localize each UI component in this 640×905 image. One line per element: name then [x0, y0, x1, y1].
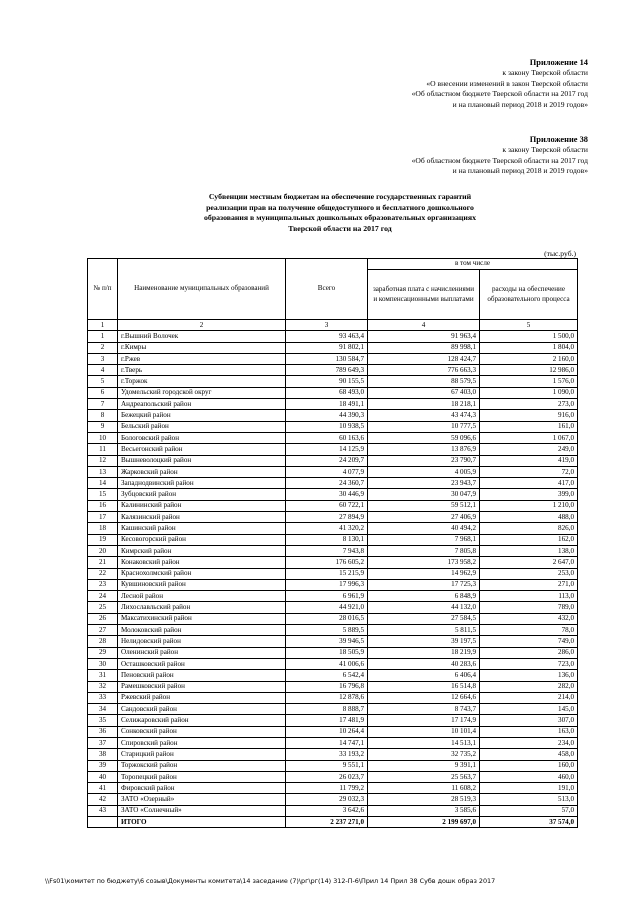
municipality-name: Молоковский район — [118, 625, 286, 636]
table-row — [88, 444, 578, 455]
total-amount: 60 722,1 — [286, 500, 368, 511]
row-number: 36 — [88, 726, 118, 737]
table-row — [88, 658, 578, 669]
total-amount: 24 360,7 — [286, 478, 368, 489]
salary-amount: 28 519,3 — [368, 794, 480, 805]
document-title-line: реализации прав на получение общедоступного и бесплатного дошкольного — [206, 202, 474, 212]
expenses-amount: 191,0 — [480, 783, 578, 794]
salary-amount: 39 197,5 — [368, 636, 480, 647]
total-amount: 6 542,4 — [286, 670, 368, 681]
table-row — [88, 523, 578, 534]
expenses-amount: 1 090,0 — [480, 387, 578, 398]
total-amount: 28 016,5 — [286, 613, 368, 624]
row-number: 15 — [88, 489, 118, 500]
subventions-table — [87, 258, 578, 828]
expenses-amount: 419,0 — [480, 455, 578, 466]
row-number: 3 — [88, 353, 118, 364]
municipality-name: Бежецкий район — [118, 410, 286, 421]
total-amount: 41 320,2 — [286, 523, 368, 534]
table-row — [88, 794, 578, 805]
salary-amount: 43 474,3 — [368, 410, 480, 421]
salary-amount: 17 174,9 — [368, 715, 480, 726]
row-number: 43 — [88, 805, 118, 816]
expenses-amount: 78,0 — [480, 625, 578, 636]
row-number: 32 — [88, 681, 118, 692]
expenses-amount: 826,0 — [480, 523, 578, 534]
appendix-38-header — [412, 135, 588, 177]
expenses-amount: 145,0 — [480, 704, 578, 715]
table-row — [88, 647, 578, 658]
table-row — [88, 783, 578, 794]
expenses-amount: 2 160,0 — [480, 353, 578, 364]
salary-amount: 6 848,9 — [368, 591, 480, 602]
salary-amount: 14 513,1 — [368, 737, 480, 748]
table-row — [88, 534, 578, 545]
row-number: 12 — [88, 455, 118, 466]
expenses-amount: 271,0 — [480, 579, 578, 590]
row-number: 6 — [88, 387, 118, 398]
salary-amount: 18 219,9 — [368, 647, 480, 658]
row-number: 11 — [88, 444, 118, 455]
municipality-name: Максатихинский район — [118, 613, 286, 624]
total-amount: 789 649,3 — [286, 365, 368, 376]
row-number: 42 — [88, 794, 118, 805]
table-row — [88, 365, 578, 376]
table-row — [88, 737, 578, 748]
table-row — [88, 387, 578, 398]
municipality-name: Кимрский район — [118, 545, 286, 556]
column-number: 4 — [368, 320, 480, 331]
header-total: Всего — [286, 259, 368, 320]
row-number: 21 — [88, 557, 118, 568]
column-number: 2 — [118, 320, 286, 331]
table-row — [88, 670, 578, 681]
municipality-name: Бологовский район — [118, 432, 286, 443]
row-number: 29 — [88, 647, 118, 658]
salary-amount: 9 391,1 — [368, 760, 480, 771]
municipality-name: Фировский район — [118, 783, 286, 794]
appendix-14-header — [412, 58, 588, 110]
expenses-amount: 286,0 — [480, 647, 578, 658]
file-path-footer: \\Fs01\комитет по бюджету\6 созыв\Документы комитета\14 заседание (7)\рг\рг(14) 312-П-6\Прил 14 Прил 38 Субв дошк образ 2017 — [45, 877, 496, 885]
total-amount: 6 961,9 — [286, 591, 368, 602]
table-row — [88, 568, 578, 579]
municipality-name: Сандовский район — [118, 704, 286, 715]
table-row — [88, 512, 578, 523]
municipality-name: Нелидовский район — [118, 636, 286, 647]
row-number: 14 — [88, 478, 118, 489]
salary-amount: 7 805,8 — [368, 545, 480, 556]
expenses-amount: 749,0 — [480, 636, 578, 647]
municipality-name: Торжокский район — [118, 760, 286, 771]
salary-amount: 59 096,6 — [368, 432, 480, 443]
salary-amount: 32 735,2 — [368, 749, 480, 760]
total-amount: 5 889,5 — [286, 625, 368, 636]
municipality-name: г.Ржев — [118, 353, 286, 364]
salary-amount: 14 962,9 — [368, 568, 480, 579]
table-row — [88, 625, 578, 636]
expenses-total: 37 574,0 — [480, 817, 578, 828]
total-amount: 27 894,9 — [286, 512, 368, 523]
total-row-number — [88, 817, 118, 828]
row-number: 23 — [88, 579, 118, 590]
row-number: 41 — [88, 783, 118, 794]
salary-amount: 3 585,6 — [368, 805, 480, 816]
row-number: 31 — [88, 670, 118, 681]
total-amount: 15 215,9 — [286, 568, 368, 579]
expenses-amount: 1 067,0 — [480, 432, 578, 443]
municipality-name: г.Торжок — [118, 376, 286, 387]
total-amount: 24 209,7 — [286, 455, 368, 466]
expenses-amount: 163,0 — [480, 726, 578, 737]
municipality-name: ЗАТО «Солнечный» — [118, 805, 286, 816]
header-salary: заработная плата с начислениями и компенсационными выплатами — [368, 270, 480, 320]
row-number: 37 — [88, 737, 118, 748]
total-row — [88, 817, 578, 828]
table-row — [88, 692, 578, 703]
expenses-amount: 789,0 — [480, 602, 578, 613]
salary-amount: 17 725,3 — [368, 579, 480, 590]
total-amount: 12 878,6 — [286, 692, 368, 703]
total-amount: 68 493,0 — [286, 387, 368, 398]
table-row — [88, 331, 578, 342]
total-label: ИТОГО — [118, 817, 286, 828]
total-amount: 90 155,5 — [286, 376, 368, 387]
expenses-amount: 458,0 — [480, 749, 578, 760]
total-amount: 30 446,9 — [286, 489, 368, 500]
appendix-14-line: «О внесении изменений в закон Тверской области — [426, 78, 588, 88]
total-amount: 26 023,7 — [286, 771, 368, 782]
municipality-name: Конаковский район — [118, 557, 286, 568]
total-amount: 8 130,1 — [286, 534, 368, 545]
column-number: 3 — [286, 320, 368, 331]
total-amount: 44 921,0 — [286, 602, 368, 613]
municipality-name: Пеновский район — [118, 670, 286, 681]
municipality-name: г.Вышний Волочек — [118, 331, 286, 342]
salary-amount: 11 608,2 — [368, 783, 480, 794]
expenses-amount: 138,0 — [480, 545, 578, 556]
table-row — [88, 602, 578, 613]
table-row — [88, 681, 578, 692]
salary-amount: 5 811,5 — [368, 625, 480, 636]
row-number: 34 — [88, 704, 118, 715]
municipality-name: Вышневолоцкий район — [118, 455, 286, 466]
row-number: 17 — [88, 512, 118, 523]
row-number: 9 — [88, 421, 118, 432]
row-number: 24 — [88, 591, 118, 602]
municipality-name: г.Кимры — [118, 342, 286, 353]
municipality-name: Кесовогорский район — [118, 534, 286, 545]
row-number: 28 — [88, 636, 118, 647]
header-including: в том числе — [368, 259, 578, 270]
total-amount: 29 032,3 — [286, 794, 368, 805]
salary-amount: 25 563,7 — [368, 771, 480, 782]
row-number: 16 — [88, 500, 118, 511]
municipality-name: Селижаровский район — [118, 715, 286, 726]
table-row — [88, 500, 578, 511]
table-row — [88, 376, 578, 387]
expenses-amount: 1 210,0 — [480, 500, 578, 511]
table-row — [88, 636, 578, 647]
salary-amount: 40 494,2 — [368, 523, 480, 534]
table-row — [88, 591, 578, 602]
total-amount: 8 888,7 — [286, 704, 368, 715]
total-amount: 18 505,9 — [286, 647, 368, 658]
column-number: 5 — [480, 320, 578, 331]
expenses-amount: 136,0 — [480, 670, 578, 681]
municipality-name: Жарковский район — [118, 466, 286, 477]
municipality-name: Весьегонский район — [118, 444, 286, 455]
row-number: 38 — [88, 749, 118, 760]
table-row — [88, 432, 578, 443]
expenses-amount: 307,0 — [480, 715, 578, 726]
table-row — [88, 557, 578, 568]
row-number: 7 — [88, 399, 118, 410]
row-number: 25 — [88, 602, 118, 613]
municipality-name: Западнодвинский район — [118, 478, 286, 489]
municipality-name: Ржевский район — [118, 692, 286, 703]
row-number: 5 — [88, 376, 118, 387]
appendix-38-line: и на плановый период 2018 и 2019 годов» — [452, 166, 588, 176]
grand-total: 2 237 271,0 — [286, 817, 368, 828]
expenses-amount: 1 576,0 — [480, 376, 578, 387]
appendix-14-line: к закону Тверской области — [502, 68, 588, 78]
municipality-name: Калязинский район — [118, 512, 286, 523]
expenses-amount: 417,0 — [480, 478, 578, 489]
total-amount: 3 642,6 — [286, 805, 368, 816]
row-number: 20 — [88, 545, 118, 556]
total-amount: 14 125,9 — [286, 444, 368, 455]
row-number: 30 — [88, 658, 118, 669]
row-number: 33 — [88, 692, 118, 703]
municipality-name: Краснохолмский район — [118, 568, 286, 579]
appendix-38-title: Приложение 38 — [529, 135, 588, 144]
salary-amount: 128 424,7 — [368, 353, 480, 364]
municipality-name: ЗАТО «Озерный» — [118, 794, 286, 805]
salary-amount: 18 218,1 — [368, 399, 480, 410]
municipality-name: Кувшиновский район — [118, 579, 286, 590]
salary-amount: 23 943,7 — [368, 478, 480, 489]
expenses-amount: 113,0 — [480, 591, 578, 602]
row-number: 1 — [88, 331, 118, 342]
municipality-name: Зубцовский район — [118, 489, 286, 500]
total-amount: 130 584,7 — [286, 353, 368, 364]
document-title-line: Тверской области на 2017 год — [288, 223, 392, 233]
municipality-name: Осташковский район — [118, 658, 286, 669]
salary-amount: 12 664,6 — [368, 692, 480, 703]
expenses-amount: 160,0 — [480, 760, 578, 771]
expenses-amount: 234,0 — [480, 737, 578, 748]
column-numbers-row — [88, 320, 578, 331]
salary-amount: 10 101,4 — [368, 726, 480, 737]
table-row — [88, 353, 578, 364]
total-amount: 14 747,1 — [286, 737, 368, 748]
salary-amount: 27 406,9 — [368, 512, 480, 523]
total-amount: 10 938,5 — [286, 421, 368, 432]
row-number: 10 — [88, 432, 118, 443]
row-number: 39 — [88, 760, 118, 771]
appendix-14-line: и на плановый период 2018 и 2019 годов» — [452, 99, 588, 109]
table-row — [88, 478, 578, 489]
document-title-line: образования в муниципальных дошкольных образовательных организациях — [203, 213, 477, 223]
salary-amount: 23 790,7 — [368, 455, 480, 466]
table-row — [88, 704, 578, 715]
total-amount: 33 193,2 — [286, 749, 368, 760]
total-amount: 17 481,9 — [286, 715, 368, 726]
salary-amount: 59 512,1 — [368, 500, 480, 511]
table-row — [88, 342, 578, 353]
header-num: № п/п — [88, 259, 118, 320]
table-body — [88, 331, 578, 828]
table-row — [88, 579, 578, 590]
municipality-name: Оленинский район — [118, 647, 286, 658]
municipality-name: г.Тверь — [118, 365, 286, 376]
document-title-line: Субвенции местным бюджетам на обеспечение государственных гарантий — [208, 192, 472, 201]
salary-amount: 88 579,5 — [368, 376, 480, 387]
salary-amount: 13 876,9 — [368, 444, 480, 455]
table-row — [88, 410, 578, 421]
header-expenses: расходы на обеспечение образовательного процесса — [480, 270, 578, 320]
municipality-name: Калининский район — [118, 500, 286, 511]
salary-amount: 776 663,3 — [368, 365, 480, 376]
total-amount: 4 077,9 — [286, 466, 368, 477]
salary-amount: 16 514,8 — [368, 681, 480, 692]
expenses-amount: 488,0 — [480, 512, 578, 523]
expenses-amount: 2 647,0 — [480, 557, 578, 568]
expenses-amount: 460,0 — [480, 771, 578, 782]
salary-amount: 4 005,9 — [368, 466, 480, 477]
expenses-amount: 72,0 — [480, 466, 578, 477]
municipality-name: Бельский район — [118, 421, 286, 432]
table-row — [88, 489, 578, 500]
municipality-name: Спировский район — [118, 737, 286, 748]
salary-amount: 89 998,1 — [368, 342, 480, 353]
units-label: (тыс.руб.) — [544, 249, 576, 258]
municipality-name: Кашинский район — [118, 523, 286, 534]
expenses-amount: 253,0 — [480, 568, 578, 579]
salary-amount: 8 743,7 — [368, 704, 480, 715]
row-number: 26 — [88, 613, 118, 624]
appendix-14-title: Приложение 14 — [529, 58, 588, 67]
column-number: 1 — [88, 320, 118, 331]
salary-amount: 44 132,0 — [368, 602, 480, 613]
total-amount: 44 390,3 — [286, 410, 368, 421]
salary-amount: 67 403,0 — [368, 387, 480, 398]
total-amount: 9 551,1 — [286, 760, 368, 771]
expenses-amount: 916,0 — [480, 410, 578, 421]
municipality-name: Лихославльский район — [118, 602, 286, 613]
total-amount: 17 996,3 — [286, 579, 368, 590]
expenses-amount: 162,0 — [480, 534, 578, 545]
row-number: 4 — [88, 365, 118, 376]
expenses-amount: 1 500,0 — [480, 331, 578, 342]
total-amount: 39 946,5 — [286, 636, 368, 647]
expenses-amount: 12 986,0 — [480, 365, 578, 376]
expenses-amount: 723,0 — [480, 658, 578, 669]
total-amount: 7 943,8 — [286, 545, 368, 556]
municipality-name: Андреапольский район — [118, 399, 286, 410]
row-number: 22 — [88, 568, 118, 579]
total-amount: 91 802,1 — [286, 342, 368, 353]
table-row — [88, 805, 578, 816]
expenses-amount: 1 804,0 — [480, 342, 578, 353]
row-number: 35 — [88, 715, 118, 726]
total-amount: 10 264,4 — [286, 726, 368, 737]
salary-amount: 40 283,6 — [368, 658, 480, 669]
salary-amount: 30 047,9 — [368, 489, 480, 500]
table-row — [88, 466, 578, 477]
salary-amount: 6 406,4 — [368, 670, 480, 681]
municipality-name: Торопецкий район — [118, 771, 286, 782]
salary-amount: 27 584,5 — [368, 613, 480, 624]
expenses-amount: 399,0 — [480, 489, 578, 500]
row-number: 2 — [88, 342, 118, 353]
table-row — [88, 613, 578, 624]
total-amount: 60 163,6 — [286, 432, 368, 443]
table-row — [88, 399, 578, 410]
municipality-name: Сонковский район — [118, 726, 286, 737]
total-amount: 18 491,1 — [286, 399, 368, 410]
salary-amount: 10 777,5 — [368, 421, 480, 432]
municipality-name: Рамешковский район — [118, 681, 286, 692]
row-number: 8 — [88, 410, 118, 421]
row-number: 13 — [88, 466, 118, 477]
table-row — [88, 455, 578, 466]
total-amount: 41 006,6 — [286, 658, 368, 669]
row-number: 40 — [88, 771, 118, 782]
row-number: 27 — [88, 625, 118, 636]
salary-total: 2 199 697,0 — [368, 817, 480, 828]
expenses-amount: 214,0 — [480, 692, 578, 703]
row-number: 18 — [88, 523, 118, 534]
table-row — [88, 545, 578, 556]
salary-amount: 7 968,1 — [368, 534, 480, 545]
expenses-amount: 273,0 — [480, 399, 578, 410]
table-row — [88, 715, 578, 726]
table-row — [88, 760, 578, 771]
appendix-38-line: к закону Тверской области — [502, 145, 588, 155]
total-amount: 176 605,2 — [286, 557, 368, 568]
municipality-name: Старицкий район — [118, 749, 286, 760]
document-title — [150, 192, 530, 234]
table-row — [88, 421, 578, 432]
municipality-name: Удомельский городской округ — [118, 387, 286, 398]
expenses-amount: 282,0 — [480, 681, 578, 692]
municipality-name: Лесной район — [118, 591, 286, 602]
expenses-amount: 57,0 — [480, 805, 578, 816]
salary-amount: 173 958,2 — [368, 557, 480, 568]
expenses-amount: 249,0 — [480, 444, 578, 455]
row-number: 19 — [88, 534, 118, 545]
expenses-amount: 161,0 — [480, 421, 578, 432]
expenses-amount: 432,0 — [480, 613, 578, 624]
appendix-38-line: «Об областном бюджете Тверской области на 2017 год — [411, 155, 588, 165]
appendix-14-line: «Об областном бюджете Тверской области на 2017 год — [411, 89, 588, 99]
table-row — [88, 749, 578, 760]
header-name: Наименование муниципальных образований — [118, 259, 286, 320]
total-amount: 11 799,2 — [286, 783, 368, 794]
total-amount: 93 463,4 — [286, 331, 368, 342]
expenses-amount: 513,0 — [480, 794, 578, 805]
total-amount: 16 796,8 — [286, 681, 368, 692]
table-row — [88, 771, 578, 782]
table-row — [88, 726, 578, 737]
salary-amount: 91 963,4 — [368, 331, 480, 342]
